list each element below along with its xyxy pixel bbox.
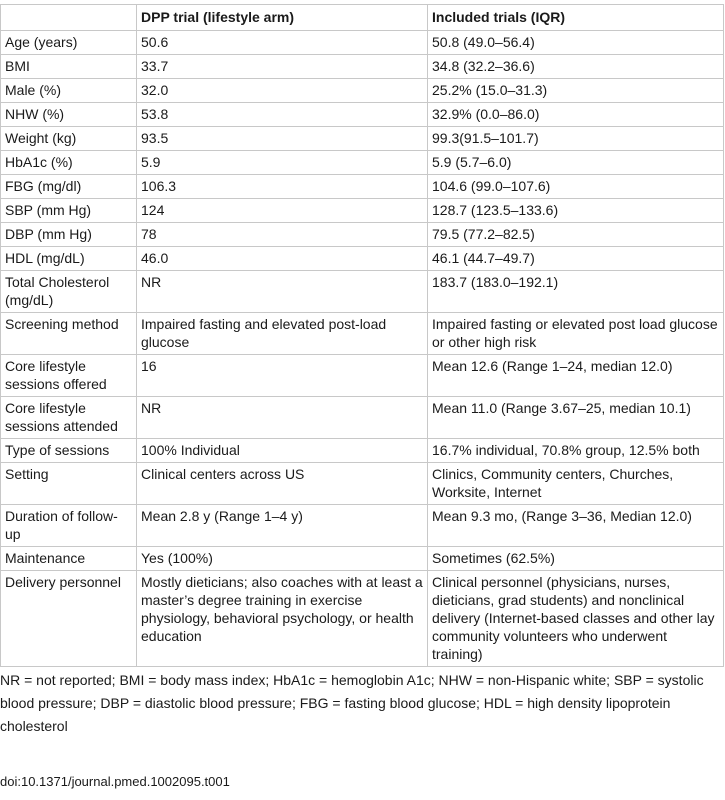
table-row [1,571,724,667]
table-header-row [1,5,724,31]
included-value-cell: 183.7 (183.0–192.1) [428,271,724,313]
dpp-value-cell: 32.0 [137,79,428,103]
header-cell-included: Included trials (IQR) [428,5,724,31]
row-label-cell: Duration of follow-up [1,505,137,547]
dpp-value-cell: Yes (100%) [137,547,428,571]
row-label-cell: DBP (mm Hg) [1,223,137,247]
table-row [1,31,724,55]
row-label-cell: HDL (mg/dL) [1,247,137,271]
table-row [1,439,724,463]
row-label-cell: Weight (kg) [1,127,137,151]
included-value-cell: Mean 9.3 mo, (Range 3–36, Median 12.0) [428,505,724,547]
included-value-cell: 104.6 (99.0–107.6) [428,175,724,199]
row-label-cell: Setting [1,463,137,505]
table-row [1,103,724,127]
dpp-value-cell: 93.5 [137,127,428,151]
dpp-value-cell: 33.7 [137,55,428,79]
dpp-value-cell: 78 [137,223,428,247]
included-value-cell: Impaired fasting or elevated post load glucose or other high risk [428,313,724,355]
dpp-value-cell: Impaired fasting and elevated post-load glucose [137,313,428,355]
dpp-value-cell: Mostly dieticians; also coaches with at least a master’s degree training in exercise physiology, behavioral psychology, or health education [137,571,428,667]
table-row [1,223,724,247]
included-value-cell: 50.8 (49.0–56.4) [428,31,724,55]
header-cell-dpp: DPP trial (lifestyle arm) [137,5,428,31]
dpp-value-cell: 100% Individual [137,439,428,463]
dpp-value-cell: 53.8 [137,103,428,127]
table-row [1,127,724,151]
included-value-cell: Mean 11.0 (Range 3.67–25, median 10.1) [428,397,724,439]
table-row [1,199,724,223]
included-value-cell: 46.1 (44.7–49.7) [428,247,724,271]
included-value-cell: Clinics, Community centers, Churches, Worksite, Internet [428,463,724,505]
row-label-cell: Type of sessions [1,439,137,463]
row-label-cell: HbA1c (%) [1,151,137,175]
row-label-cell: FBG (mg/dl) [1,175,137,199]
table-row [1,505,724,547]
table-row [1,247,724,271]
row-label-cell: Age (years) [1,31,137,55]
header-cell-blank [1,5,137,31]
dpp-value-cell: Mean 2.8 y (Range 1–4 y) [137,505,428,547]
row-label-cell: Maintenance [1,547,137,571]
row-label-cell: Delivery personnel [1,571,137,667]
table-row [1,79,724,103]
row-label-cell: Core lifestyle sessions offered [1,355,137,397]
table-row [1,313,724,355]
included-value-cell: 99.3(91.5–101.7) [428,127,724,151]
included-value-cell: 32.9% (0.0–86.0) [428,103,724,127]
row-label-cell: Total Cholesterol (mg/dL) [1,271,137,313]
included-value-cell: 25.2% (15.0–31.3) [428,79,724,103]
dpp-value-cell: NR [137,397,428,439]
doi-label: doi:10.1371/journal.pmed.1002095.t001 [0,774,230,789]
dpp-value-cell: 106.3 [137,175,428,199]
table-footnote: NR = not reported; BMI = body mass index; HbA1c = hemoglobin A1c; NHW = non-Hispanic white; SBP = systolic blood pressure; DBP = diastolic blood pressure; FBG = fasting blood glucose; HDL = high density lipoprotein cholesterol [0,672,704,734]
dpp-value-cell: 50.6 [137,31,428,55]
row-label-cell: NHW (%) [1,103,137,127]
comparison-table [0,4,724,667]
dpp-value-cell: Clinical centers across US [137,463,428,505]
dpp-value-cell: 46.0 [137,247,428,271]
table-row [1,463,724,505]
table-row [1,175,724,199]
included-value-cell: 128.7 (123.5–133.6) [428,199,724,223]
table-row [1,151,724,175]
row-label-cell: Screening method [1,313,137,355]
table-body [1,31,724,667]
table-row [1,355,724,397]
included-value-cell: 5.9 (5.7–6.0) [428,151,724,175]
dpp-value-cell: NR [137,271,428,313]
dpp-value-cell: 16 [137,355,428,397]
table-row [1,547,724,571]
included-value-cell: Sometimes (62.5%) [428,547,724,571]
table-row [1,397,724,439]
table-row [1,55,724,79]
row-label-cell: Core lifestyle sessions attended [1,397,137,439]
dpp-value-cell: 124 [137,199,428,223]
row-label-cell: BMI [1,55,137,79]
included-value-cell: 79.5 (77.2–82.5) [428,223,724,247]
row-label-cell: SBP (mm Hg) [1,199,137,223]
included-value-cell: Mean 12.6 (Range 1–24, median 12.0) [428,355,724,397]
row-label-cell: Male (%) [1,79,137,103]
included-value-cell: Clinical personnel (physicians, nurses, dieticians, grad students) and nonclinical delivery (Internet-based classes and other lay community volunteers who underwent training) [428,571,724,667]
included-value-cell: 16.7% individual, 70.8% group, 12.5% both [428,439,724,463]
dpp-value-cell: 5.9 [137,151,428,175]
included-value-cell: 34.8 (32.2–36.6) [428,55,724,79]
table-row [1,271,724,313]
